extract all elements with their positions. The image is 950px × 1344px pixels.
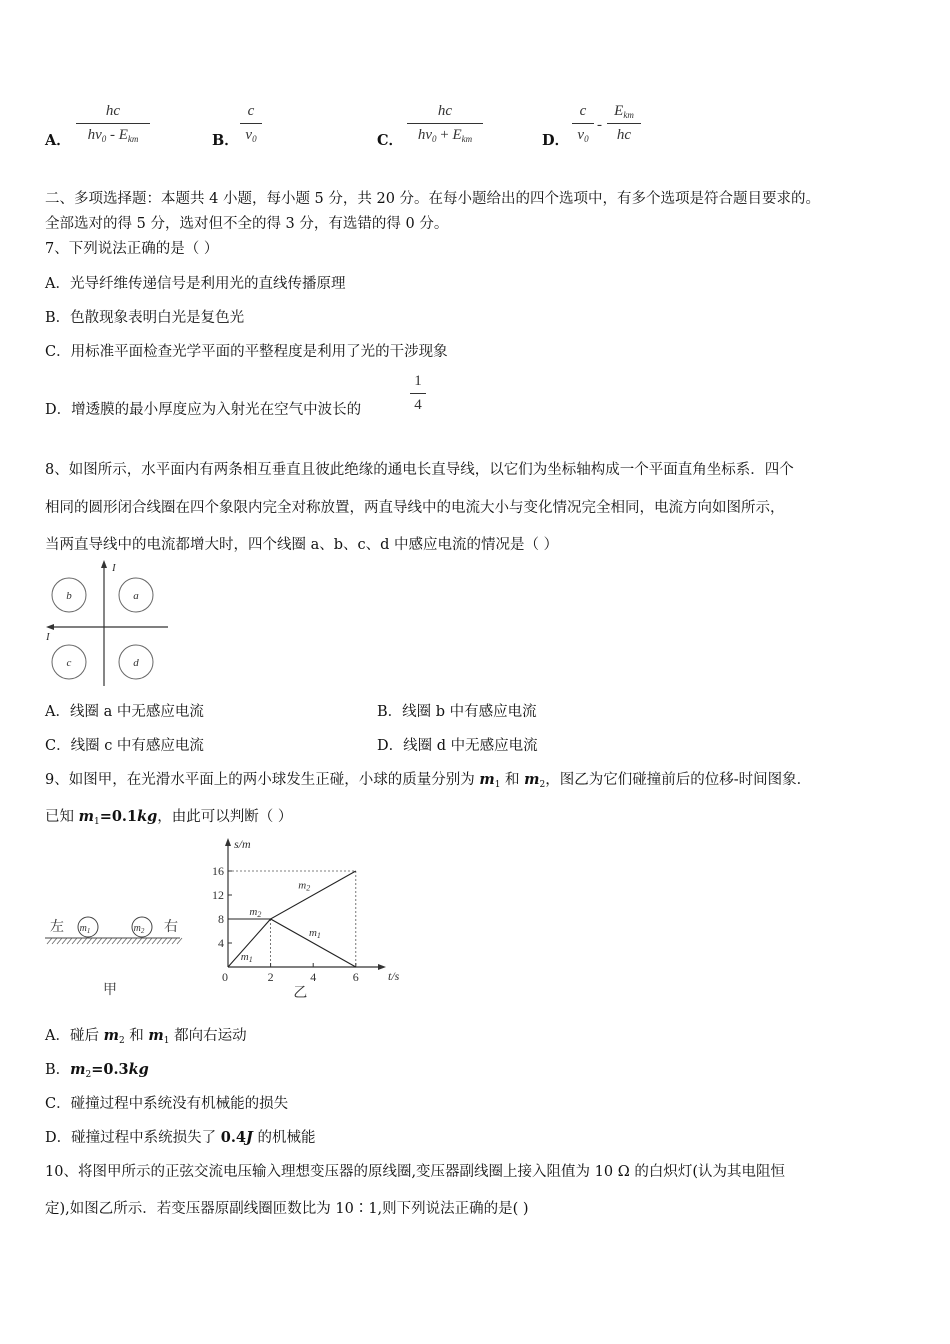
hatch-stroke	[112, 938, 117, 944]
q6-a-denominator: $hv_0 - E_{km}$	[87, 127, 139, 144]
hatch-stroke	[67, 938, 72, 944]
hatch-stroke	[57, 938, 62, 944]
q6-c-denominator: $hv_0 + E_{km}$	[417, 127, 473, 144]
q6-option-d-label: D．	[542, 132, 570, 149]
y-tick-label: 4	[218, 936, 224, 950]
series-label-m2: m2	[249, 906, 262, 919]
hatch-stroke	[147, 938, 152, 944]
ball-m1-label: $m_1$	[79, 923, 91, 935]
hatch-stroke	[102, 938, 107, 944]
coil-b-label: b	[66, 590, 72, 602]
coil-d-label: d	[133, 657, 139, 669]
q6-b-denominator: $v_0$	[245, 127, 257, 144]
y-tick-label: 12	[212, 888, 224, 902]
q9-option-d: D．碰撞过程中系统损失了 0.4J 的机械能	[45, 1129, 316, 1146]
q6-d2-numerator: $E_{km}$	[614, 103, 634, 120]
hatch-stroke	[132, 938, 137, 944]
hatch-stroke	[97, 938, 102, 944]
q6-d-minus: -	[597, 117, 602, 133]
series-line-m2	[228, 871, 356, 919]
x-tick-label: 4	[310, 970, 317, 984]
series-label-m1: m1	[240, 950, 253, 964]
q6-option-b-label: B．	[212, 132, 239, 149]
hatch-stroke	[152, 938, 157, 944]
jia-left-label: 左	[50, 920, 64, 935]
ground-hatching	[47, 938, 182, 944]
x-tick-label: 0	[222, 970, 228, 984]
q6-option-a-label: A．	[45, 132, 71, 149]
label-current-vertical: I	[112, 562, 116, 574]
hatch-stroke	[177, 938, 182, 944]
st-graph-caption: 乙	[293, 986, 308, 1001]
q9-known: 已知 $m_1=0.1kg$，由此可以判断（ ）	[45, 808, 293, 827]
hatch-stroke	[107, 938, 112, 944]
hatch-stroke	[172, 938, 177, 944]
q8-stem-line2: 相同的圆形闭合线圈在四个象限内完全对称放置，两直导线中的电流大小与变化情况完全相同，电流方向如图所示，	[45, 500, 785, 516]
x-tick-label: 6	[352, 970, 359, 984]
q6-d1-denominator: $v_0$	[577, 127, 589, 144]
q7-d-fraction-den: 4	[414, 397, 422, 413]
st-x-axis-label: t/s	[388, 969, 400, 983]
q6-a-numerator: hc	[105, 103, 121, 119]
horizontal-arrow-icon	[46, 624, 54, 630]
hatch-stroke	[127, 938, 132, 944]
hatch-stroke	[137, 938, 142, 944]
q6-option-d-formula-part1	[572, 103, 594, 144]
section2-line2: 全部选对的得 5 分，选对但不全的得 3 分，有选错的得 0 分。	[45, 216, 449, 232]
jia-caption: 甲	[103, 983, 117, 998]
hatch-stroke	[122, 938, 127, 944]
q8-stem-line3: 当两直导线中的电流都增大时，四个线圈 a、b、c、d 中感应电流的情况是（ ）	[45, 537, 559, 553]
y-axis-arrow-icon	[225, 838, 231, 846]
st-y-axis-label: s/m	[234, 837, 251, 851]
q9-st-graph	[200, 830, 410, 1002]
q6-d1-numerator: c	[579, 103, 587, 119]
hatch-stroke	[157, 938, 162, 944]
q9-stem: 9、如图甲，在光滑水平面上的两小球发生正碰，小球的质量分别为 $m_1$ 和 $m_2$，图乙为它们碰撞前后的位移-时间图象．	[45, 771, 812, 790]
hatch-stroke	[92, 938, 97, 944]
label-current-horizontal: I	[46, 631, 50, 643]
q8-coil-figure	[40, 558, 175, 690]
q9-option-b: B．$m_2=0.3kg$	[45, 1061, 149, 1080]
vertical-arrow-icon	[101, 560, 107, 568]
q7-d-fraction	[410, 373, 426, 414]
q7-option-c: C．用标准平面检查光学平面的平整程度是利用了光的干涉现象	[45, 344, 448, 360]
hatch-stroke	[117, 938, 122, 944]
hatch-stroke	[87, 938, 92, 944]
hatch-stroke	[142, 938, 147, 944]
q6-option-c-formula	[407, 103, 483, 144]
jia-right-label: 右	[164, 920, 178, 935]
ball-m2-label: $m_2$	[133, 923, 145, 935]
q8-option-b: B．线圈 b 中有感应电流	[377, 704, 537, 720]
q8-option-a: A．线圈 a 中无感应电流	[45, 704, 204, 720]
q6-option-d-formula-part2	[607, 103, 641, 144]
x-axis-arrow-icon	[378, 964, 386, 970]
hatch-stroke	[162, 938, 167, 944]
q8-option-c: C．线圈 c 中有感应电流	[45, 738, 204, 754]
hatch-stroke	[77, 938, 82, 944]
hatch-stroke	[72, 938, 77, 944]
q8-option-d: D．线圈 d 中无感应电流	[377, 738, 538, 754]
q7-option-d: D．增透膜的最小厚度应为入射光在空气中波长的	[45, 402, 362, 418]
q9-option-c: C．碰撞过程中系统没有机械能的损失	[45, 1096, 289, 1112]
q6-b-numerator: c	[247, 103, 255, 119]
x-tick-label: 2	[267, 970, 274, 984]
q6-option-a-formula	[76, 103, 150, 144]
q7-option-b: B．色散现象表明白光是复色光	[45, 310, 245, 326]
hatch-stroke	[47, 938, 52, 944]
q6-d2-denominator: hc	[616, 127, 632, 143]
q6-option-c-label: C．	[377, 132, 404, 149]
q6-option-b-formula	[240, 103, 262, 144]
y-tick-label: 8	[218, 912, 224, 926]
coil-a-label: a	[133, 590, 139, 602]
series-label-m1: m1	[308, 926, 321, 940]
q7-stem: 7、下列说法正确的是（ ）	[45, 241, 219, 257]
q9-figure-jia	[40, 905, 190, 1000]
hatch-stroke	[62, 938, 67, 944]
q9-option-a: A．碰后 $m_2$ 和 $m_1$ 都向右运动	[45, 1027, 247, 1046]
q7-d-fraction-num: 1	[414, 373, 422, 389]
hatch-stroke	[167, 938, 172, 944]
q10-stem-line1: 10、将图甲所示的正弦交流电压输入理想变压器的原线圈,变压器副线圈上接入阻值为 10 Ω 的白炽灯(认为其电阻恒	[45, 1164, 786, 1180]
q8-stem-line1: 8、如图所示，水平面内有两条相互垂直且彼此绝缘的通电长直导线，以它们为坐标轴构成一个平面直角坐标系．四个	[45, 462, 794, 478]
q10-stem-line2: 定),如图乙所示．若变压器原副线圈匝数比为 10∶1,则下列说法正确的是( )	[45, 1201, 529, 1217]
hatch-stroke	[82, 938, 87, 944]
q6-c-numerator: hc	[437, 103, 453, 119]
coil-c-label: c	[66, 657, 72, 669]
st-series-lines	[228, 871, 356, 967]
y-tick-label: 16	[212, 864, 224, 878]
section2-line1: 二、多项选择题：本题共 4 小题，每小题 5 分，共 20 分。在每小题给出的四个选项中，有多个选项是符合题目要求的。	[45, 191, 821, 207]
hatch-stroke	[52, 938, 57, 944]
q7-option-a: A．光导纤维传递信号是利用光的直线传播原理	[45, 276, 346, 292]
series-label-m2: m2	[298, 879, 311, 893]
